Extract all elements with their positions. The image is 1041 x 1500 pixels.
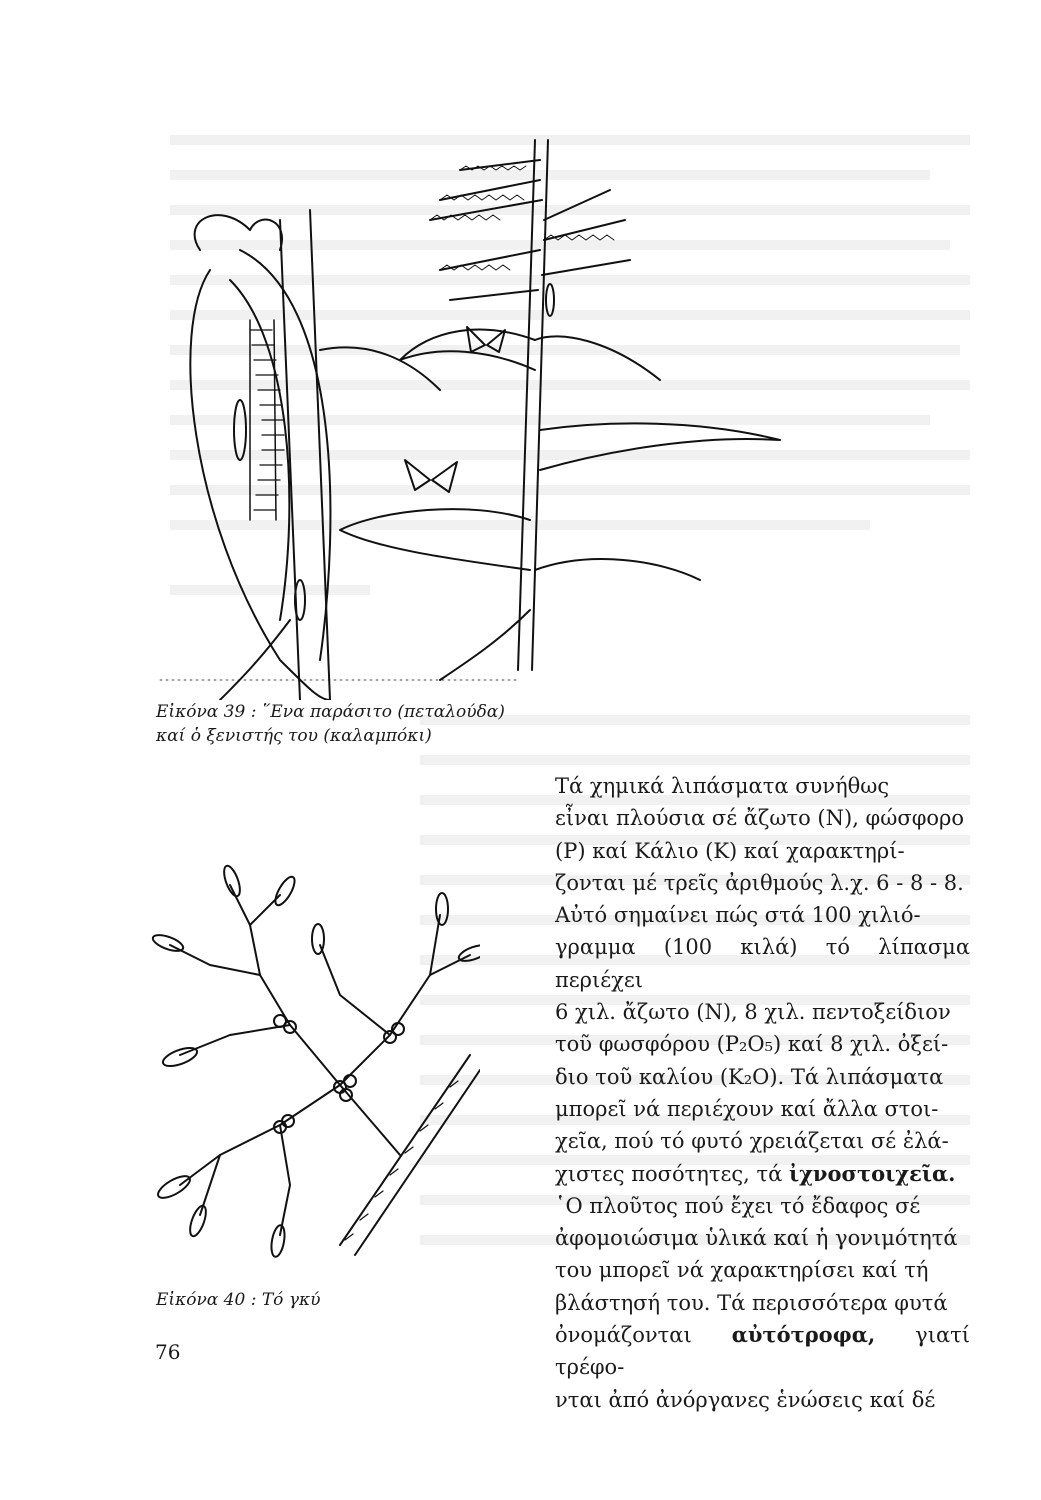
text-line: εἶναι πλούσια σέ ἄζωτο (N), φώσφορο [555,806,965,831]
figure-40-caption: Εἰκόνα 40 : Τό γκύ [156,1290,321,1310]
text-line: ἀφομοιώσιμα ὑλικά καί ἡ γονιμότητά [555,1226,958,1251]
text-line: διο τοῦ καλίου (K₂O). Τά λιπάσματα [555,1064,944,1089]
text-line: ζονται μέ τρεῖς ἀριθμούς λ.χ. 6 - 8 - 8. [555,870,964,895]
figure-40-mistletoe-illustration [140,825,480,1285]
text-run: γιατί τρέφο- [555,1323,970,1380]
figure-39-corn-illustration [140,100,860,700]
text-line [555,1319,970,1384]
text-line: 6 χιλ. ἄζωτο (N), 8 χιλ. πεντοξείδιον [555,1000,951,1025]
figure-39-caption [156,700,536,748]
text-line: γραμμα (100 κιλά) τό λίπασμα περιέχει [555,935,970,992]
text-line: Αὐτό σημαίνει πώς στά 100 χιλιό- [555,903,921,928]
emphasis-term-trace-elements: ἰχνοστοιχεῖα. [788,1160,956,1186]
text-line: βλάστησή του. Τά περισσότερα φυτά [555,1290,948,1315]
page-number: 76 [155,1340,181,1364]
text-line: μπορεῖ νά περιέχουν καί ἄλλα στοι- [555,1096,939,1121]
text-line: ῾Ο πλοῦτος πού ἔχει τό ἔδαφος σέ [555,1193,921,1218]
emphasis-term-autotrophs: αὐτότροφα, [731,1322,876,1348]
text-line: (P) καί Κάλιο (K) καί χαρακτηρί- [555,838,905,863]
text-line: Τά χημικά λιπάσματα συνήθως [555,774,890,798]
text-line: του μπορεῖ νά χαρακτηρίσει καί τή [555,1258,929,1283]
text-run: ὀνομάζονται [555,1323,732,1348]
body-paragraph [555,770,970,1416]
text-line: τοῦ φωσφόρου (P₂O₅) καί 8 χιλ. ὀξεί- [555,1032,949,1057]
figure-39-caption-line-2: καί ὁ ξενιστής του (καλαμπόκι) [156,726,432,746]
text-line [555,1158,970,1190]
text-run: χιστες ποσότητες, τά [555,1161,789,1186]
text-line: νται ἀπό ἀνόργανες ἑνώσεις καί δέ [555,1387,936,1412]
figure-39-caption-line-1: Εἰκόνα 39 : ῞Ενα παράσιτο (πεταλούδα) [156,702,505,722]
text-line: χεῖα, πού τό φυτό χρειάζεται σέ ἐλά- [555,1129,949,1154]
